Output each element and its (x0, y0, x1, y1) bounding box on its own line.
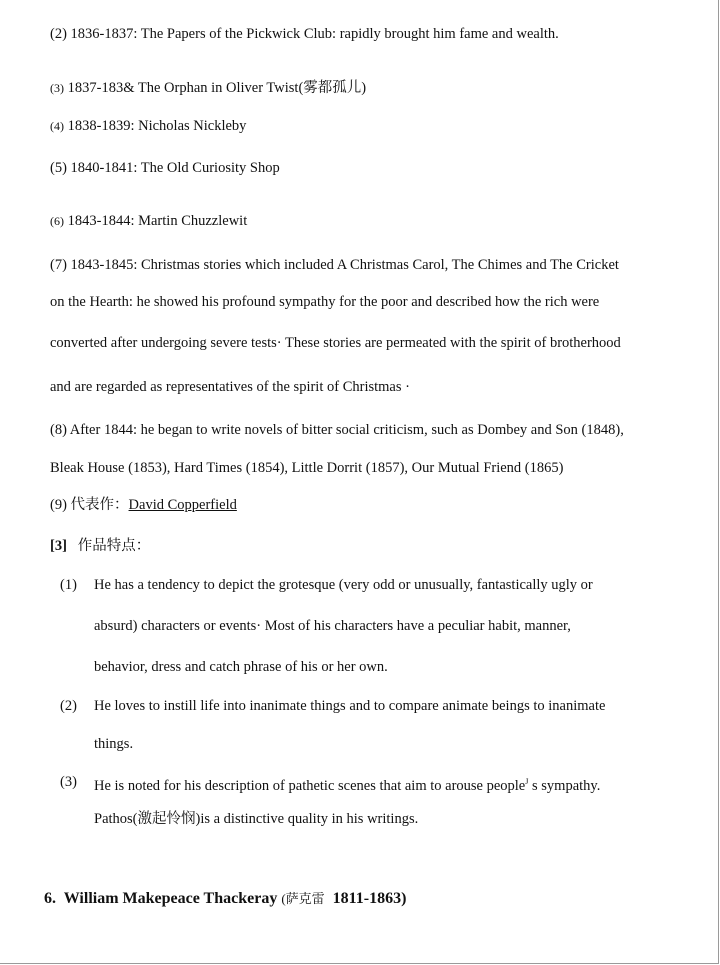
item8-line1: (8) After 1844: he began to write novels of bitter social criticism, such as Dombey and Son (1848), (50, 422, 624, 438)
feature1-line3: behavior, dress and catch phrase of his or her own. (94, 659, 388, 675)
work-item-6: (6) 1843-1844: Martin Chuzzlewit (50, 213, 248, 229)
work-item-2: (2) 1836-1837: The Papers of the Pickwick Club: rapidly brought him fame and wealth. (50, 26, 559, 42)
item7-line1: (7) 1843-1845: Christmas stories which included A Christmas Carol, The Chimes and The Cricket (50, 257, 619, 273)
section3-label: [3] (50, 538, 67, 554)
section6-heading (44, 888, 406, 908)
item7-line3: converted after undergoing severe tests· These stories are permeated with the spirit of brotherhood (50, 335, 621, 351)
work-item-5: (5) 1840-1841: The Old Curiosity Shop (50, 160, 280, 176)
section6-name: William Makepeace Thackeray (63, 890, 278, 907)
section6-number: 6. (44, 890, 56, 907)
feature3-superscript: J (525, 777, 529, 786)
item9 (50, 496, 237, 514)
feature1-number: (1) (60, 577, 77, 593)
feature3-line2: Pathos(激起怜悯)is a distinctive quality in his writings. (94, 811, 419, 827)
feature3-number: (3) (60, 774, 77, 790)
item9-prefix: (9) 代表作： (50, 497, 129, 513)
section6-chinese-name: (萨克雷 (281, 891, 325, 906)
feature1-line1: He has a tendency to depict the grotesque (very odd or unusually, fantastically ugly or (94, 577, 593, 593)
section3-heading (50, 537, 150, 555)
feature3-line1: He is noted for his description of pathetic scenes that aim to arouse people$^J$ s sympathy. (94, 777, 601, 794)
item8-line2: Bleak House (1853), Hard Times (1854), Little Dorrit (1857), Our Mutual Friend (1865) (50, 460, 564, 476)
item7-line2: on the Hearth: he showed his profound sympathy for the poor and described how the rich were (50, 294, 600, 310)
feature2-line2: things. (94, 736, 134, 752)
feature2-number: (2) (60, 698, 77, 714)
section3-title: 作品特点： (77, 538, 151, 554)
item9-title: David Copperfield (128, 497, 237, 513)
item7-line4: and are regarded as representatives of the spirit of Christmas · (50, 379, 410, 395)
feature1-line2: absurd) characters or events· Most of his characters have a peculiar habit, manner, (94, 618, 571, 634)
feature2-line1: He loves to instill life into inanimate things and to compare animate beings to inanimate (94, 698, 606, 714)
work-item-4: (4) 1838-1839: Nicholas Nickleby (50, 118, 247, 134)
section6-years: 1811-1863) (332, 890, 407, 907)
work-item-3: (3) 1837-183& The Orphan in Oliver Twist(雾都孤儿) (50, 80, 367, 96)
